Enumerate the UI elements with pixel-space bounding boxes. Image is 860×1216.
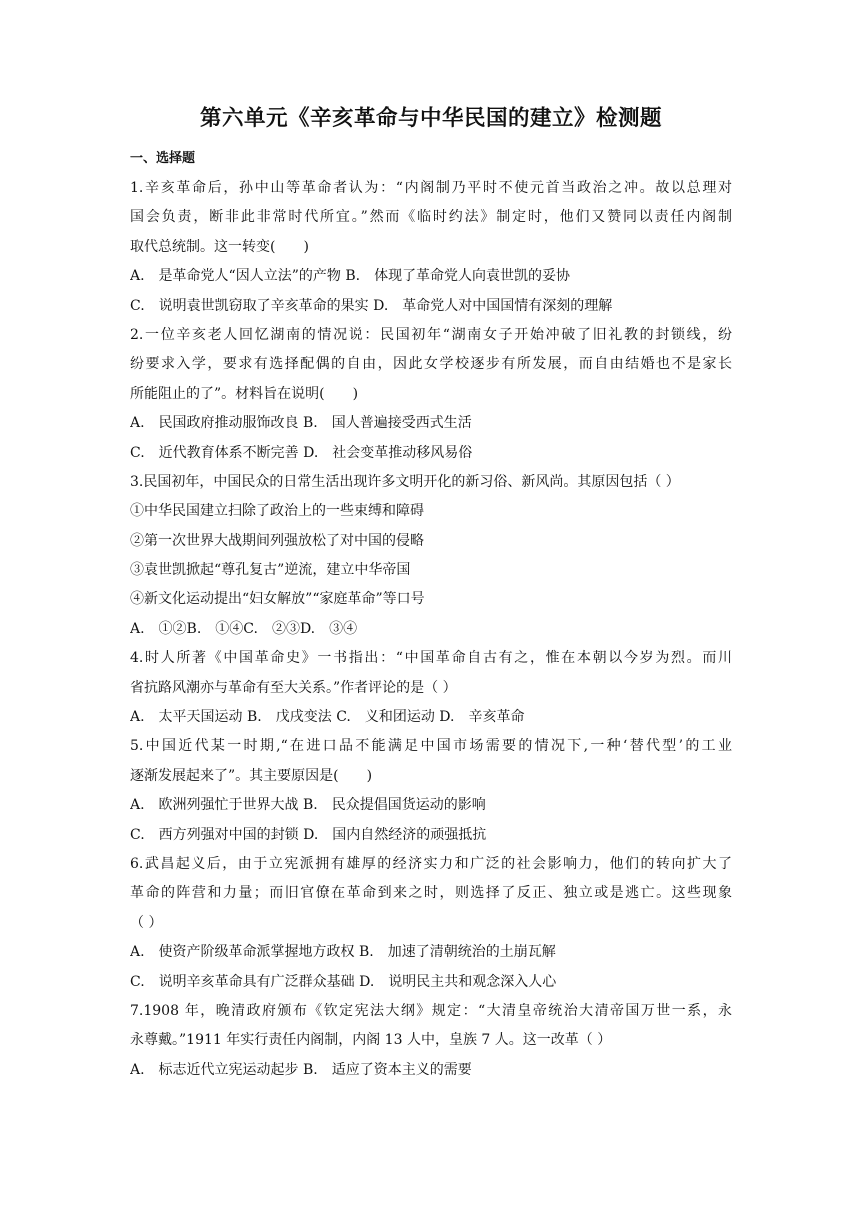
text-line: 所能阻止的了”。材料旨在说明( ) <box>130 385 359 402</box>
statement-line: ④新文化运动提出“妇女解放”“家庭革命”等口号 <box>130 591 425 608</box>
text-line: 逐渐发展起来了”。其主要原因是( ) <box>130 767 373 784</box>
statement-line: ②第一次世界大战期间列强放松了对中国的侵略 <box>130 532 424 549</box>
answer-option-line: A. 使资产阶级革命派掌握地方政权 B. 加速了清朝统治的土崩瓦解 <box>130 944 556 961</box>
statement-line: ①中华民国建立扫除了政治上的一些束缚和障碍 <box>130 503 424 520</box>
text-line: 永尊戴。”1911 年实行责任内阁制，内阁 13 人中，皇族 7 人。这一改革（ ） <box>130 1032 612 1049</box>
text-line: 7.1908 年，晚清政府颁布《钦定宪法大纲》规定：“大清皇帝统治大清帝国万世一系，永 <box>130 1002 732 1019</box>
text-line: （ ） <box>130 914 163 931</box>
text-line: 国会负责，断非此非常时代所宜。”然而《临时约法》制定时，他们又赞同以责任内阁制 <box>130 209 732 226</box>
text-line: 2.一位辛亥老人回忆湖南的情况说：民国初年“湖南女子开始冲破了旧礼教的封锁线，纷 <box>130 326 732 343</box>
text-line: 5.中国近代某一时期,“在进口品不能满足中国市场需要的情况下,一种‘替代型’的工业 <box>130 738 732 755</box>
text-line: 3.民国初年，中国民众的日常生活出现许多文明开化的新习俗、新风尚。其原因包括（ ） <box>130 473 680 490</box>
answer-option-line: A. 太平天国运动 B. 戊戌变法 C. 义和团运动 D. 辛亥革命 <box>130 709 525 726</box>
answer-option-line: C. 近代教育体系不断完善 D. 社会变革推动移风易俗 <box>130 444 473 461</box>
text-line: 6.武昌起义后，由于立宪派拥有雄厚的经济实力和广泛的社会影响力，他们的转向扩大了 <box>130 855 732 872</box>
text-line: 4.时人所著《中国革命史》一书指出：“中国革命自古有之，惟在本朝以今岁为烈。而川 <box>130 650 732 667</box>
text-line: 取代总统制。这一转变( ) <box>130 238 309 255</box>
answer-option-line: A. 民国政府推动服饰改良 B. 国人普遍接受西式生活 <box>130 415 472 432</box>
text-line: 1.辛亥革命后，孙中山等革命者认为：“内阁制乃平时不使元首当政治之冲。故以总理对 <box>130 180 732 196</box>
answer-option-line: A. 标志近代立宪运动起步 B. 适应了资本主义的需要 <box>130 1061 472 1078</box>
answer-option-line: A. ①②B. ①④C. ②③D. ③④ <box>130 620 358 637</box>
answer-option-line: C. 西方列强对中国的封锁 D. 国内自然经济的顽强抵抗 <box>130 826 487 843</box>
text-line: 革命的阵营和力量；而旧官僚在革命到来之时，则选择了反正、独立或是逃亡。这些现象 <box>130 885 732 902</box>
section-heading: 一、选择题 <box>130 151 196 166</box>
answer-option-line: C. 说明辛亥革命具有广泛群众基础 D. 说明民主共和观念深入人心 <box>130 973 557 990</box>
question-body <box>130 174 732 1085</box>
answer-option-line: A. 欧洲列强忙于世界大战 B. 民众提倡国货运动的影响 <box>130 797 486 814</box>
statement-line: ③袁世凯掀起“尊孔复古”逆流，建立中华帝国 <box>130 562 411 579</box>
answer-option-line: C. 说明袁世凯窃取了辛亥革命的果实 D. 革命党人对中国国情有深刻的理解 <box>130 297 613 314</box>
text-line: 省抗路风潮亦与革命有至大关系。”作者评论的是（ ） <box>130 679 457 696</box>
answer-option-line: A. 是革命党人“因人立法”的产物 B. 体现了革命党人向袁世凯的妥协 <box>130 268 571 285</box>
document-title: 第六单元《辛亥革命与中华民国的建立》检测题 <box>199 106 662 131</box>
text-line: 纷要求入学，要求有选择配偶的自由，因此女学校逐步有所发展，而自由结婚也不是家长 <box>130 356 732 373</box>
